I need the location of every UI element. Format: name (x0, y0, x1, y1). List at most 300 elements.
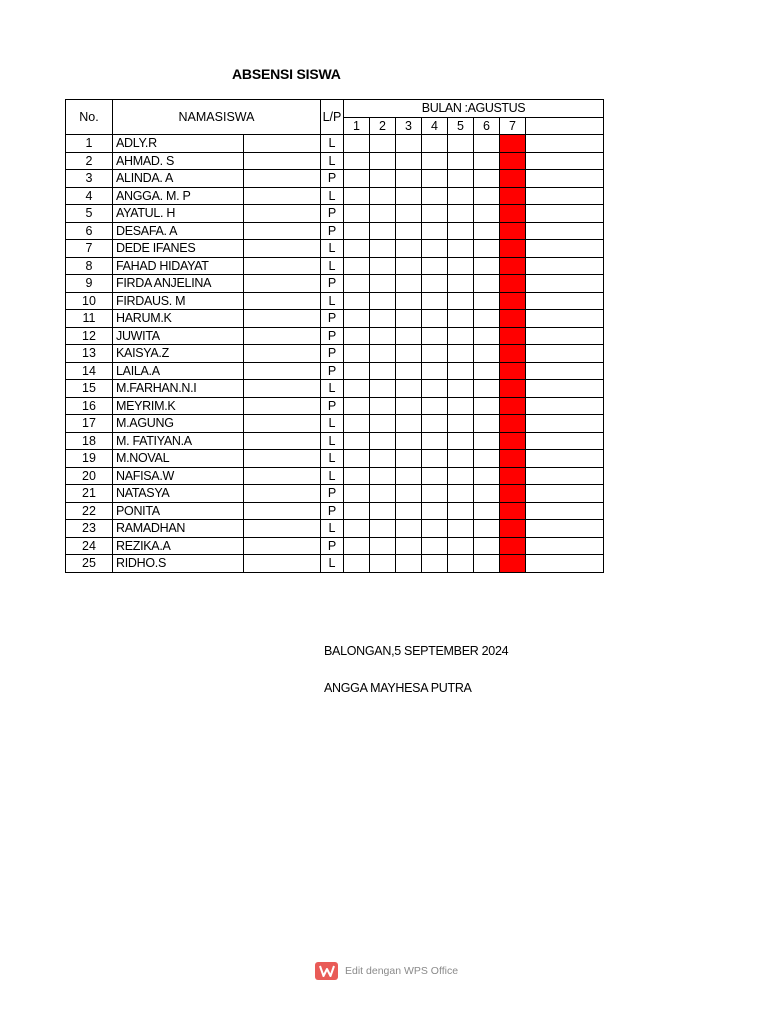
attendance-cell-day-2 (370, 257, 396, 275)
attendance-cell-day-6 (474, 275, 500, 293)
attendance-cell-blank (526, 292, 604, 310)
attendance-cell-blank (526, 275, 604, 293)
table-row (66, 152, 604, 170)
attendance-cell-day-2 (370, 135, 396, 153)
attendance-cell-day-2 (370, 310, 396, 328)
attendance-cell-blank (526, 152, 604, 170)
attendance-cell-day-1 (344, 222, 370, 240)
attendance-cell-day-5 (448, 362, 474, 380)
attendance-cell-day-6 (474, 222, 500, 240)
student-gender: L (321, 432, 344, 450)
attendance-cell-day-1 (344, 432, 370, 450)
attendance-cell-day-1 (344, 485, 370, 503)
attendance-cell-blank (526, 415, 604, 433)
attendance-cell-day-1 (344, 310, 370, 328)
attendance-cell-day-1 (344, 205, 370, 223)
attendance-cell-day-6 (474, 135, 500, 153)
student-gender: L (321, 467, 344, 485)
table-row (66, 502, 604, 520)
student-no: 20 (66, 467, 113, 485)
student-no: 17 (66, 415, 113, 433)
header-day-7: 7 (500, 117, 526, 135)
attendance-cell-day-1 (344, 555, 370, 573)
table-row (66, 345, 604, 363)
attendance-cell-day-5 (448, 222, 474, 240)
attendance-cell-day-4 (422, 327, 448, 345)
attendance-cell-day-5 (448, 187, 474, 205)
student-name: REZIKA.A (113, 537, 244, 555)
student-extra-cell (244, 502, 321, 520)
attendance-cell-day-2 (370, 467, 396, 485)
student-name: AHMAD. S (113, 152, 244, 170)
header-gender: L/P (321, 100, 344, 135)
attendance-cell-day-5 (448, 152, 474, 170)
attendance-cell-day-6 (474, 502, 500, 520)
attendance-cell-day-4 (422, 170, 448, 188)
attendance-cell-blank (526, 240, 604, 258)
student-gender: L (321, 187, 344, 205)
student-no: 10 (66, 292, 113, 310)
attendance-cell-day-6 (474, 345, 500, 363)
student-no: 6 (66, 222, 113, 240)
student-name: RIDHO.S (113, 555, 244, 573)
attendance-cell-day-4 (422, 275, 448, 293)
student-name: PONITA (113, 502, 244, 520)
attendance-cell-blank (526, 205, 604, 223)
attendance-cell-blank (526, 170, 604, 188)
attendance-cell-day-6 (474, 240, 500, 258)
attendance-cell-day-4 (422, 187, 448, 205)
attendance-cell-day-6 (474, 555, 500, 573)
attendance-cell-day-2 (370, 205, 396, 223)
attendance-cell-day-3 (396, 345, 422, 363)
attendance-cell-day-7 (500, 152, 526, 170)
student-name: LAILA.A (113, 362, 244, 380)
attendance-cell-day-7 (500, 170, 526, 188)
student-gender: P (321, 222, 344, 240)
student-gender: P (321, 170, 344, 188)
attendance-cell-day-1 (344, 537, 370, 555)
student-extra-cell (244, 397, 321, 415)
attendance-cell-day-3 (396, 537, 422, 555)
student-name: NATASYA (113, 485, 244, 503)
header-day-blank (526, 117, 604, 135)
attendance-cell-day-7 (500, 310, 526, 328)
student-gender: L (321, 450, 344, 468)
student-no: 21 (66, 485, 113, 503)
attendance-cell-day-3 (396, 432, 422, 450)
attendance-cell-day-5 (448, 397, 474, 415)
attendance-cell-day-6 (474, 205, 500, 223)
student-name: DEDE IFANES (113, 240, 244, 258)
table-row (66, 537, 604, 555)
student-name: FIRDAUS. M (113, 292, 244, 310)
student-name: KAISYA.Z (113, 345, 244, 363)
attendance-cell-day-4 (422, 292, 448, 310)
table-row (66, 397, 604, 415)
table-row (66, 555, 604, 573)
header-month: BULAN :AGUSTUS (344, 100, 604, 118)
attendance-cell-day-1 (344, 327, 370, 345)
attendance-cell-day-2 (370, 415, 396, 433)
table-row (66, 205, 604, 223)
student-no: 8 (66, 257, 113, 275)
table-row (66, 415, 604, 433)
attendance-cell-day-3 (396, 135, 422, 153)
attendance-cell-day-7 (500, 415, 526, 433)
attendance-cell-blank (526, 222, 604, 240)
attendance-cell-day-1 (344, 240, 370, 258)
attendance-cell-day-6 (474, 170, 500, 188)
attendance-cell-day-7 (500, 222, 526, 240)
attendance-cell-day-6 (474, 415, 500, 433)
attendance-cell-day-7 (500, 397, 526, 415)
student-no: 22 (66, 502, 113, 520)
table-row (66, 310, 604, 328)
attendance-cell-day-3 (396, 222, 422, 240)
attendance-cell-day-4 (422, 205, 448, 223)
student-name: NAFISA.W (113, 467, 244, 485)
attendance-cell-day-5 (448, 467, 474, 485)
attendance-cell-day-4 (422, 555, 448, 573)
attendance-cell-day-5 (448, 450, 474, 468)
attendance-cell-day-3 (396, 502, 422, 520)
attendance-cell-day-6 (474, 152, 500, 170)
attendance-cell-day-4 (422, 415, 448, 433)
header-day-4: 4 (422, 117, 448, 135)
attendance-cell-day-7 (500, 362, 526, 380)
attendance-cell-day-6 (474, 362, 500, 380)
attendance-cell-blank (526, 520, 604, 538)
header-day-1: 1 (344, 117, 370, 135)
attendance-cell-day-4 (422, 467, 448, 485)
attendance-cell-day-2 (370, 555, 396, 573)
attendance-cell-day-7 (500, 292, 526, 310)
signature-place-date: BALONGAN,5 SEPTEMBER 2024 (324, 644, 509, 658)
student-no: 11 (66, 310, 113, 328)
attendance-cell-day-7 (500, 327, 526, 345)
student-no: 19 (66, 450, 113, 468)
student-extra-cell (244, 467, 321, 485)
student-extra-cell (244, 222, 321, 240)
attendance-cell-day-4 (422, 432, 448, 450)
student-name: DESAFA. A (113, 222, 244, 240)
attendance-cell-day-6 (474, 485, 500, 503)
attendance-cell-day-5 (448, 345, 474, 363)
attendance-cell-day-7 (500, 240, 526, 258)
attendance-cell-blank (526, 485, 604, 503)
attendance-cell-day-6 (474, 520, 500, 538)
attendance-cell-blank (526, 502, 604, 520)
attendance-cell-day-1 (344, 187, 370, 205)
attendance-cell-day-3 (396, 310, 422, 328)
attendance-cell-day-3 (396, 327, 422, 345)
student-no: 13 (66, 345, 113, 363)
attendance-cell-day-7 (500, 450, 526, 468)
attendance-cell-day-4 (422, 380, 448, 398)
student-name: ANGGA. M. P (113, 187, 244, 205)
student-gender: P (321, 205, 344, 223)
attendance-cell-day-7 (500, 502, 526, 520)
attendance-cell-day-7 (500, 467, 526, 485)
student-name: JUWITA (113, 327, 244, 345)
student-name: AYATUL. H (113, 205, 244, 223)
attendance-cell-day-3 (396, 170, 422, 188)
attendance-cell-day-3 (396, 397, 422, 415)
student-no: 15 (66, 380, 113, 398)
attendance-cell-day-3 (396, 555, 422, 573)
attendance-cell-day-1 (344, 135, 370, 153)
attendance-cell-day-6 (474, 310, 500, 328)
attendance-cell-day-6 (474, 467, 500, 485)
attendance-cell-day-1 (344, 257, 370, 275)
student-no: 16 (66, 397, 113, 415)
attendance-cell-day-3 (396, 257, 422, 275)
student-extra-cell (244, 135, 321, 153)
attendance-cell-day-7 (500, 555, 526, 573)
student-gender: P (321, 397, 344, 415)
table-row (66, 520, 604, 538)
attendance-cell-day-1 (344, 275, 370, 293)
student-name: FAHAD HIDAYAT (113, 257, 244, 275)
attendance-cell-day-7 (500, 537, 526, 555)
table-row (66, 362, 604, 380)
student-no: 12 (66, 327, 113, 345)
attendance-cell-day-2 (370, 275, 396, 293)
attendance-cell-day-3 (396, 362, 422, 380)
student-no: 18 (66, 432, 113, 450)
attendance-cell-day-1 (344, 345, 370, 363)
attendance-cell-day-2 (370, 170, 396, 188)
attendance-cell-day-2 (370, 292, 396, 310)
attendance-cell-day-2 (370, 432, 396, 450)
table-row (66, 135, 604, 153)
attendance-cell-day-5 (448, 275, 474, 293)
attendance-cell-day-1 (344, 170, 370, 188)
attendance-cell-day-5 (448, 432, 474, 450)
attendance-cell-day-2 (370, 345, 396, 363)
student-gender: P (321, 310, 344, 328)
table-row (66, 485, 604, 503)
student-gender: L (321, 292, 344, 310)
attendance-cell-day-1 (344, 520, 370, 538)
student-gender: L (321, 555, 344, 573)
attendance-cell-day-5 (448, 292, 474, 310)
attendance-cell-day-1 (344, 380, 370, 398)
attendance-cell-day-1 (344, 292, 370, 310)
attendance-cell-day-5 (448, 555, 474, 573)
attendance-cell-day-3 (396, 240, 422, 258)
attendance-cell-day-2 (370, 362, 396, 380)
attendance-cell-day-3 (396, 520, 422, 538)
attendance-cell-day-6 (474, 292, 500, 310)
student-name: FIRDA ANJELINA (113, 275, 244, 293)
attendance-cell-day-7 (500, 135, 526, 153)
attendance-cell-day-5 (448, 502, 474, 520)
student-extra-cell (244, 345, 321, 363)
attendance-cell-day-1 (344, 450, 370, 468)
header-day-5: 5 (448, 117, 474, 135)
attendance-cell-blank (526, 310, 604, 328)
student-gender: P (321, 275, 344, 293)
attendance-cell-day-6 (474, 187, 500, 205)
attendance-cell-day-4 (422, 537, 448, 555)
student-name: ADLY.R (113, 135, 244, 153)
attendance-cell-day-5 (448, 380, 474, 398)
student-extra-cell (244, 170, 321, 188)
header-row-1 (66, 100, 604, 118)
attendance-cell-blank (526, 187, 604, 205)
attendance-cell-day-7 (500, 187, 526, 205)
student-name: M.FARHAN.N.I (113, 380, 244, 398)
wps-watermark-text: Edit dengan WPS Office (345, 965, 459, 977)
attendance-cell-day-3 (396, 292, 422, 310)
student-gender: L (321, 415, 344, 433)
attendance-cell-day-5 (448, 520, 474, 538)
student-name: M.AGUNG (113, 415, 244, 433)
wps-watermark (315, 962, 458, 980)
student-gender: L (321, 152, 344, 170)
student-no: 7 (66, 240, 113, 258)
attendance-cell-day-5 (448, 257, 474, 275)
attendance-cell-day-1 (344, 397, 370, 415)
student-no: 14 (66, 362, 113, 380)
attendance-cell-day-1 (344, 152, 370, 170)
attendance-cell-day-4 (422, 397, 448, 415)
attendance-cell-day-5 (448, 327, 474, 345)
attendance-cell-day-3 (396, 450, 422, 468)
student-no: 5 (66, 205, 113, 223)
attendance-cell-blank (526, 135, 604, 153)
attendance-cell-day-6 (474, 432, 500, 450)
attendance-cell-day-6 (474, 380, 500, 398)
attendance-cell-blank (526, 380, 604, 398)
attendance-cell-day-4 (422, 222, 448, 240)
attendance-cell-day-5 (448, 135, 474, 153)
attendance-cell-day-5 (448, 415, 474, 433)
student-gender: P (321, 345, 344, 363)
attendance-cell-day-3 (396, 485, 422, 503)
student-extra-cell (244, 450, 321, 468)
attendance-cell-day-4 (422, 152, 448, 170)
page-title: ABSENSI SISWA (232, 66, 341, 82)
student-extra-cell (244, 240, 321, 258)
attendance-cell-day-6 (474, 537, 500, 555)
student-extra-cell (244, 555, 321, 573)
attendance-cell-day-2 (370, 502, 396, 520)
table-row (66, 450, 604, 468)
student-gender: P (321, 485, 344, 503)
attendance-cell-day-3 (396, 187, 422, 205)
student-gender: P (321, 362, 344, 380)
student-extra-cell (244, 327, 321, 345)
attendance-cell-day-4 (422, 485, 448, 503)
attendance-cell-day-2 (370, 187, 396, 205)
attendance-table (65, 99, 604, 573)
attendance-cell-blank (526, 397, 604, 415)
table-row (66, 170, 604, 188)
table-row (66, 187, 604, 205)
attendance-cell-day-5 (448, 240, 474, 258)
attendance-cell-blank (526, 327, 604, 345)
student-gender: P (321, 537, 344, 555)
attendance-cell-day-7 (500, 380, 526, 398)
attendance-cell-day-6 (474, 450, 500, 468)
table-row (66, 292, 604, 310)
attendance-cell-day-2 (370, 450, 396, 468)
attendance-cell-blank (526, 432, 604, 450)
table-row (66, 380, 604, 398)
attendance-cell-blank (526, 257, 604, 275)
attendance-cell-day-2 (370, 520, 396, 538)
attendance-cell-day-1 (344, 502, 370, 520)
attendance-cell-day-2 (370, 485, 396, 503)
attendance-cell-day-6 (474, 327, 500, 345)
student-gender: L (321, 380, 344, 398)
attendance-cell-day-4 (422, 450, 448, 468)
attendance-cell-day-7 (500, 345, 526, 363)
attendance-cell-blank (526, 345, 604, 363)
attendance-cell-blank (526, 450, 604, 468)
student-extra-cell (244, 275, 321, 293)
wps-office-icon (315, 962, 338, 980)
attendance-cell-day-2 (370, 240, 396, 258)
student-extra-cell (244, 415, 321, 433)
header-day-2: 2 (370, 117, 396, 135)
attendance-cell-day-2 (370, 327, 396, 345)
table-row (66, 432, 604, 450)
student-extra-cell (244, 380, 321, 398)
student-extra-cell (244, 310, 321, 328)
student-no: 24 (66, 537, 113, 555)
attendance-cell-day-5 (448, 537, 474, 555)
student-gender: L (321, 135, 344, 153)
attendance-cell-day-4 (422, 257, 448, 275)
attendance-cell-day-4 (422, 310, 448, 328)
attendance-cell-blank (526, 362, 604, 380)
attendance-cell-day-5 (448, 205, 474, 223)
table-row (66, 275, 604, 293)
student-name: HARUM.K (113, 310, 244, 328)
student-extra-cell (244, 205, 321, 223)
header-name: NAMASISWA (113, 100, 321, 135)
table-row (66, 257, 604, 275)
table-row (66, 222, 604, 240)
student-gender: P (321, 502, 344, 520)
attendance-cell-day-4 (422, 135, 448, 153)
attendance-cell-day-6 (474, 257, 500, 275)
student-extra-cell (244, 537, 321, 555)
attendance-cell-day-4 (422, 362, 448, 380)
student-no: 23 (66, 520, 113, 538)
attendance-cell-day-7 (500, 275, 526, 293)
header-day-6: 6 (474, 117, 500, 135)
attendance-cell-day-2 (370, 397, 396, 415)
student-no: 4 (66, 187, 113, 205)
attendance-cell-day-7 (500, 520, 526, 538)
student-extra-cell (244, 257, 321, 275)
attendance-cell-blank (526, 555, 604, 573)
attendance-cell-day-4 (422, 502, 448, 520)
student-gender: L (321, 240, 344, 258)
attendance-cell-day-4 (422, 520, 448, 538)
student-no: 1 (66, 135, 113, 153)
attendance-cell-day-7 (500, 432, 526, 450)
student-extra-cell (244, 520, 321, 538)
attendance-cell-day-3 (396, 415, 422, 433)
attendance-cell-day-7 (500, 485, 526, 503)
attendance-cell-day-4 (422, 240, 448, 258)
